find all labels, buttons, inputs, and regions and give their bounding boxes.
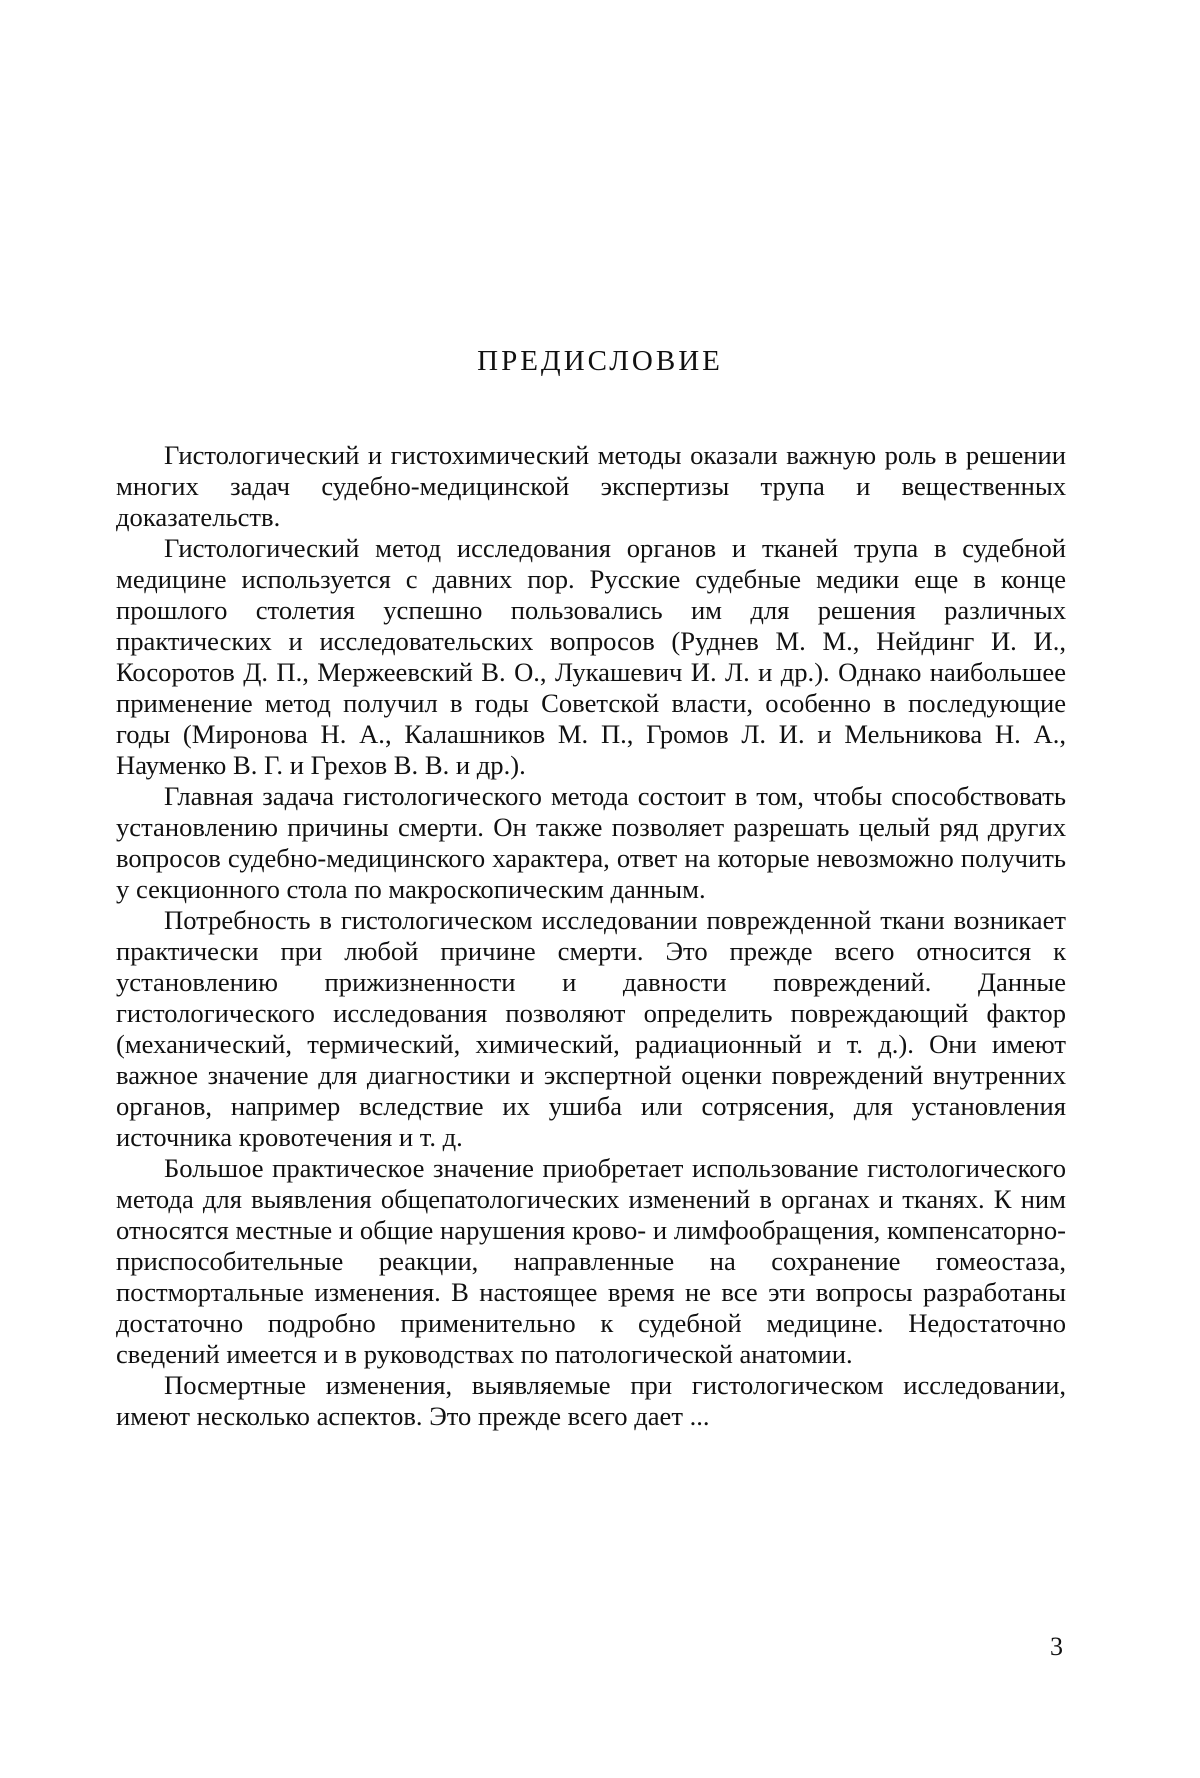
paragraph-1: Гистологический и гистохимический методы оказали важную роль в решении многих задач судебно-медицинской экспертизы трупа и вещественных доказательств. [116,440,1066,532]
body-text [116,440,1066,1432]
page-number: 3 [1050,1632,1063,1661]
paragraph-5: Большое практическое значение приобретает использование гистологического метода для выявления общепатологических изменений в органах и тканях. К ним относятся местные и общие нарушения крово- и лимфообращения, компенсаторно-приспособительные реакции, направленные на сохранение гомеостаза, постмортальные изменения. В настоящее время не все эти вопросы разработаны достаточно подробно применительно к судебной медицине. Недостаточно сведений имеется и в руководствах по патологической анатомии. [116,1153,1066,1369]
paragraph-2: Гистологический метод исследования органов и тканей трупа в судебной медицине используется с давних пор. Русские судебные медики еще в конце прошлого столетия успешно пользовались им для решения различных практических и исследовательских вопросов (Руднев М. М., Нейдинг И. И., Косоротов Д. П., Мержеевский В. О., Лукашевич И. Л. и др.). Однако наибольшее применение метод получил в годы Советской власти, особенно в последующие годы (Миронова Н. А., Калашников М. П., Громов Л. И. и Мельникова Н. А., Науменко В. Г. и Грехов В. В. и др.). [116,533,1066,780]
paragraph-6: Посмертные изменения, выявляемые при гистологическом исследовании, имеют несколько аспектов. Это прежде всего дает ... [116,1370,1066,1431]
paragraph-4: Потребность в гистологическом исследовании поврежденной ткани возникает практически при любой причине смерти. Это прежде всего относится к установлению прижизненности и давности повреждений. Данные гистологического исследования позволяют определить повреждающий фактор (механический, термический, химический, радиационный и т. д.). Они имеют важное значение для диагностики и экспертной оценки повреждений внутренних органов, например вследствие их ушиба или сотрясения, для установления источника кровотечения и т. д. [116,905,1066,1152]
paragraph-3: Главная задача гистологического метода состоит в том, чтобы способствовать установлению причины смерти. Он также позволяет разрешать целый ряд других вопросов судебно-медицинского характера, ответ на которые невозможно получить у секционного стола по макроскопическим данным. [116,781,1066,904]
page-title: ПРЕДИСЛОВИЕ [477,345,723,377]
